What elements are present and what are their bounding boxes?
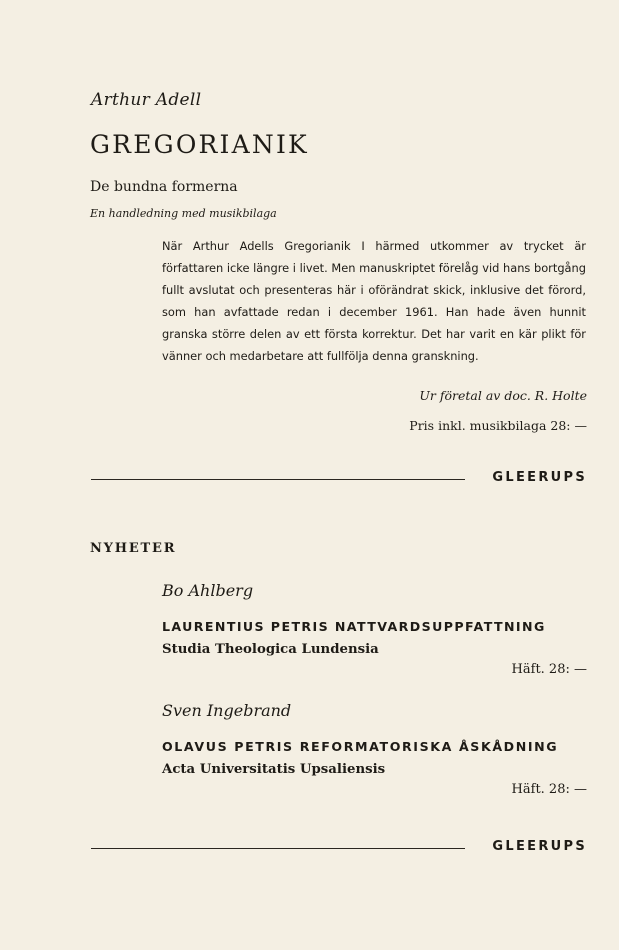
book-author: Sven Ingebrand <box>162 701 292 720</box>
book-series: Acta Universitatis Upsaliensis <box>162 762 386 777</box>
publisher-name: GLEERUPS <box>492 470 587 485</box>
divider-line <box>91 479 465 480</box>
publisher-name: GLEERUPS <box>492 839 587 854</box>
citation: Ur företal av doc. R. Holte <box>419 388 587 403</box>
book-title: GREGORIANIK <box>90 130 309 159</box>
book-author: Arthur Adell <box>91 90 202 110</box>
book-title: OLAVUS PETRIS REFORMATORISKA ÅSKÅDNING <box>162 739 559 754</box>
book-tagline: En handledning med musikbilaga <box>90 207 277 220</box>
book-author: Bo Ahlberg <box>162 581 254 600</box>
price-label: Häft. 28: — <box>511 782 587 797</box>
divider-line <box>91 848 465 849</box>
price-label: Pris inkl. musikbilaga 28: — <box>409 418 587 433</box>
description-paragraph: När Arthur Adells Gregorianik I härmed utkommer av trycket är författaren icke längre i livet. Men manuskriptet förelåg vid hans bortgång fullt avslutat och presenteras här i oförändrat skick, inklusive det förord, som han avfattade redan i december 1961. Han hade även hunnit granska större delen av ett första korrektur. Det har varit en kär plikt för vänner och medarbetare att fullfölja denna granskning. <box>162 239 586 363</box>
section-heading: NYHETER <box>90 541 177 556</box>
price-label: Häft. 28: — <box>511 662 587 677</box>
book-subtitle: De bundna formerna <box>90 179 238 195</box>
book-series: Studia Theologica Lundensia <box>162 642 379 657</box>
book-title: LAURENTIUS PETRIS NATTVARDSUPPFATTNING <box>162 619 546 634</box>
